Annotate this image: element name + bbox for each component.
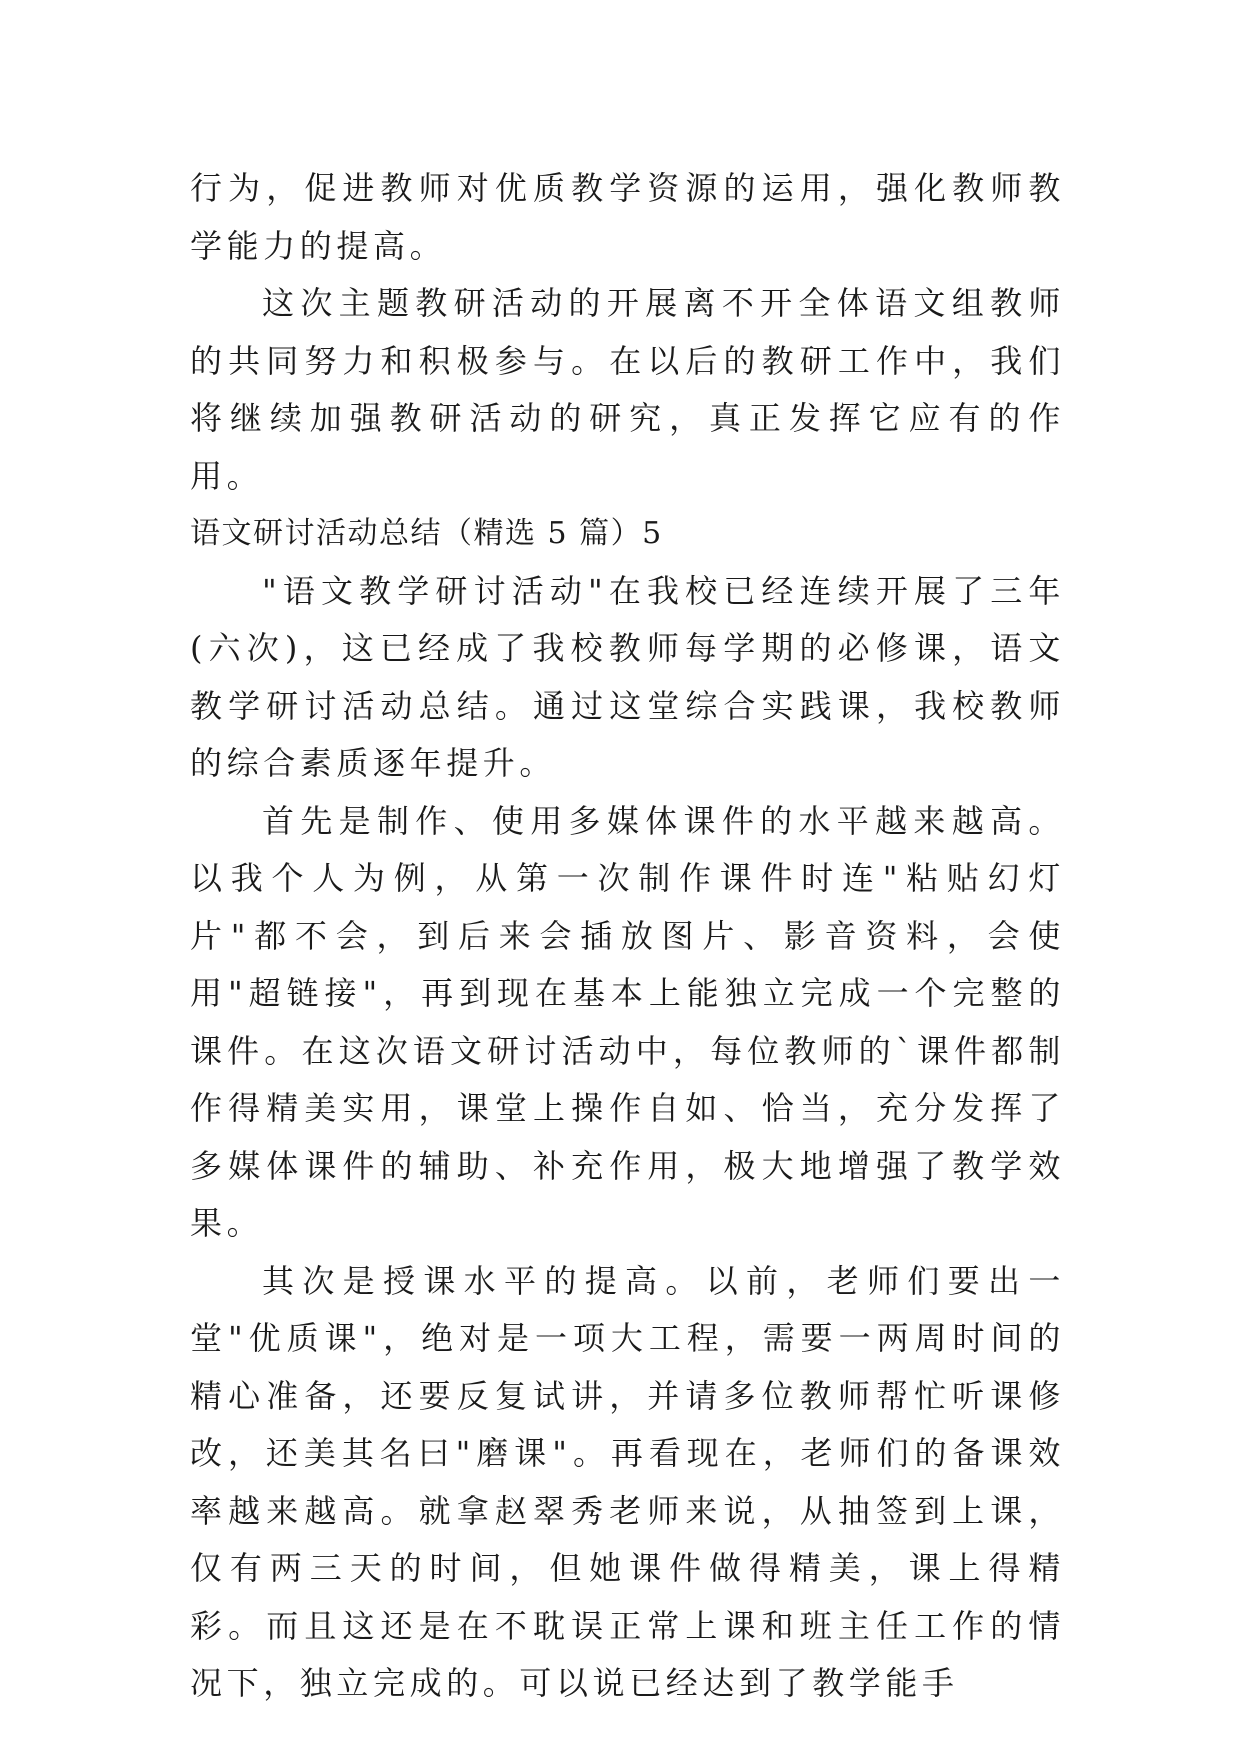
paragraph: 首先是制作、使用多媒体课件的水平越来越高。以我个人为例，从第一次制作课件时连"粘贴幻灯片"都不会，到后来会插放图片、影音资料，会使用"超链接"，再到现在基本上能独立完成一个完整的课件。在这次语文研讨活动中，每位教师的`课件都制作得精美实用，课堂上操作自如、恰当，充分发挥了多媒体课件的辅助、补充作用，极大地增强了教学效果。 (190, 801, 1065, 1242)
section-heading: 语文研讨活动总结（精选 5 篇）5 (190, 516, 663, 551)
paragraph: 其次是授课水平的提高。以前，老师们要出一堂"优质课"，绝对是一项大工程，需要一两周时间的精心准备，还要反复试讲，并请多位教师帮忙听课修改，还美其名曰"磨课"。再看现在，老师们的备课效率越来越高。就拿赵翠秀老师来说，从抽签到上课，仅有两三天的时间，但她课件做得精美，课上得精彩。而且这还是在不耽误正常上课和班主任工作的情况下，独立完成的。可以说已经达到了教学能手 (190, 1261, 1065, 1702)
paragraph: 这次主题教研活动的开展离不开全体语文组教师的共同努力和积极参与。在以后的教研工作中，我们将继续加强教研活动的研究，真正发挥它应有的作用。 (190, 284, 1065, 495)
paragraph: "语文教学研讨活动"在我校已经连续开展了三年(六次)，这已经成了我校教师每学期的必修课，语文教学研讨活动总结。通过这堂综合实践课，我校教师的综合素质逐年提升。 (190, 571, 1065, 782)
paragraph-continued: 行为，促进教师对优质教学资源的运用，强化教师教学能力的提高。 (190, 169, 1065, 265)
document-body (190, 160, 1065, 1713)
